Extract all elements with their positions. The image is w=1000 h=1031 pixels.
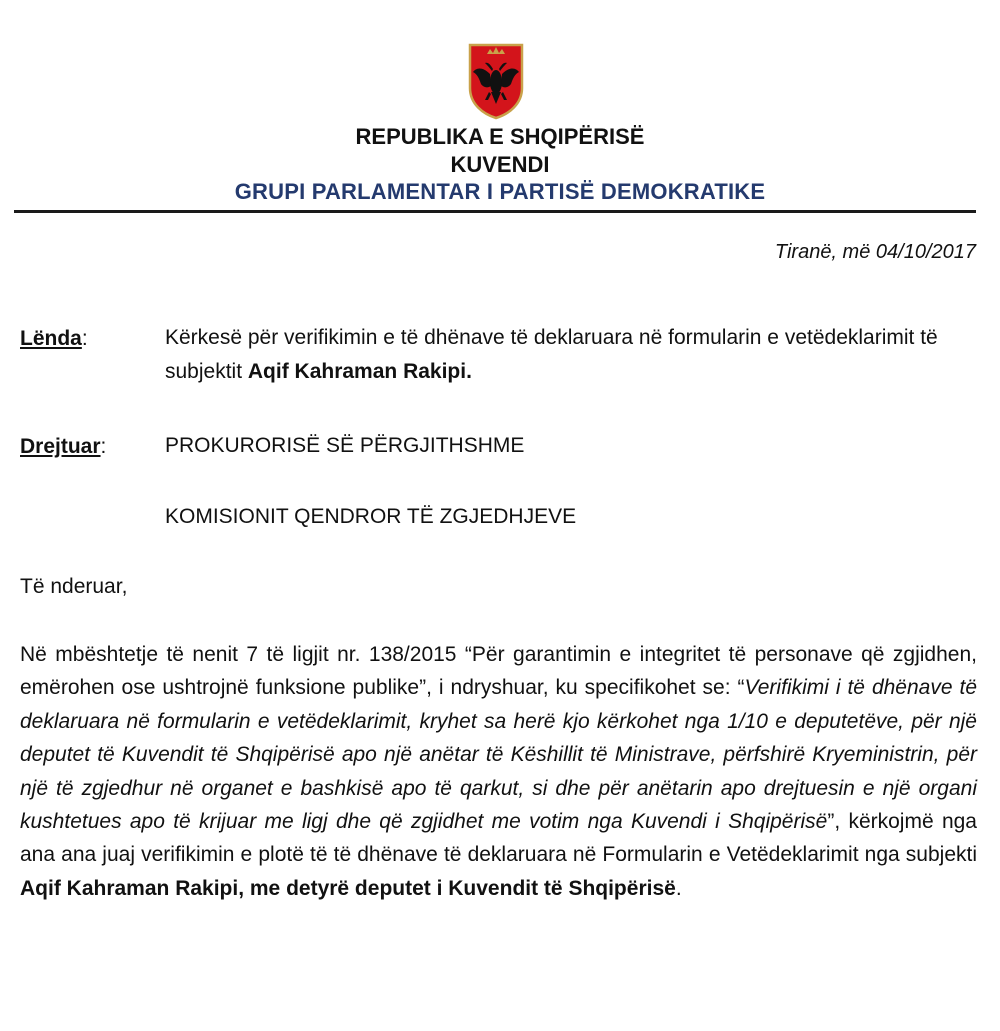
addressed-label-text: Drejtuar (20, 435, 101, 458)
document-date: Tiranë, më 04/10/2017 (774, 241, 976, 263)
subject-description: Kërkesë për verifikimin e të dhënave të deklaruara në formularin e vetëdeklarimit të subjektit (165, 326, 938, 383)
recipient-election-commission: KOMISIONIT QENDROR TË ZGJEDHJEVE (165, 505, 577, 528)
header-parliamentary-group: GRUPI PARLAMENTAR I PARTISË DEMOKRATIKE (234, 179, 766, 204)
header-assembly: KUVENDI (450, 152, 550, 177)
header-divider (14, 210, 976, 213)
header-republic: REPUBLIKA E SHQIPËRISË (355, 124, 645, 149)
albanian-eagle-emblem-icon (467, 42, 525, 120)
subject-label-colon: : (81, 327, 88, 350)
subject-person-name: Aqif Kahraman Rakipi. (247, 360, 472, 383)
subject-label (20, 327, 88, 351)
subject-label-text: Lënda (20, 327, 82, 350)
subject-text (165, 321, 980, 389)
addressed-label-colon: : (100, 435, 107, 458)
body-subject-name: Aqif Kahraman Rakipi, me detyrë deputet i Kuvendit të Shqipërisë (20, 876, 676, 900)
salutation: Të nderuar, (20, 575, 128, 598)
recipient-prosecution: PROKURORISË SË PËRGJITHSHME (165, 434, 525, 457)
body-request: ”, kërkojmë nga ana ana juaj verifikimin e plotë të të dhënave të deklaruara në Formularin e Vetëdeklarimit nga subjekti (20, 810, 977, 867)
body-law-quote: Verifikimi i të dhënave të deklaruara në formularin e vetëdeklarimit, kryhet sa herë kjo kërkohet nga 1/10 e deputetëve, për një deputet të Kuvendit të Shqipërisë apo një anëtar të Këshillit të Ministrave, përfshirë Kryeministrin, për një të zgjedhur në organet e bashkisë apo të qarkut, si dhe për anëtarin apo drejtuesin e një organi kushtetues apo të krijuar me ligj dhe që zgjidhet me votim nga Kuvendi i Shqipërisë (20, 676, 978, 834)
body-paragraph (20, 638, 977, 905)
body-intro: Në mbështetje të nenit 7 të ligjit nr. 138/2015 “Për garantimin e integritet të personave që zgjidhen, emërohen ose ushtrojnë funksione publike”, i ndryshuar, ku specifikohet se: “ (20, 643, 977, 700)
addressed-label (20, 435, 106, 459)
body-final-period: . (675, 876, 682, 900)
